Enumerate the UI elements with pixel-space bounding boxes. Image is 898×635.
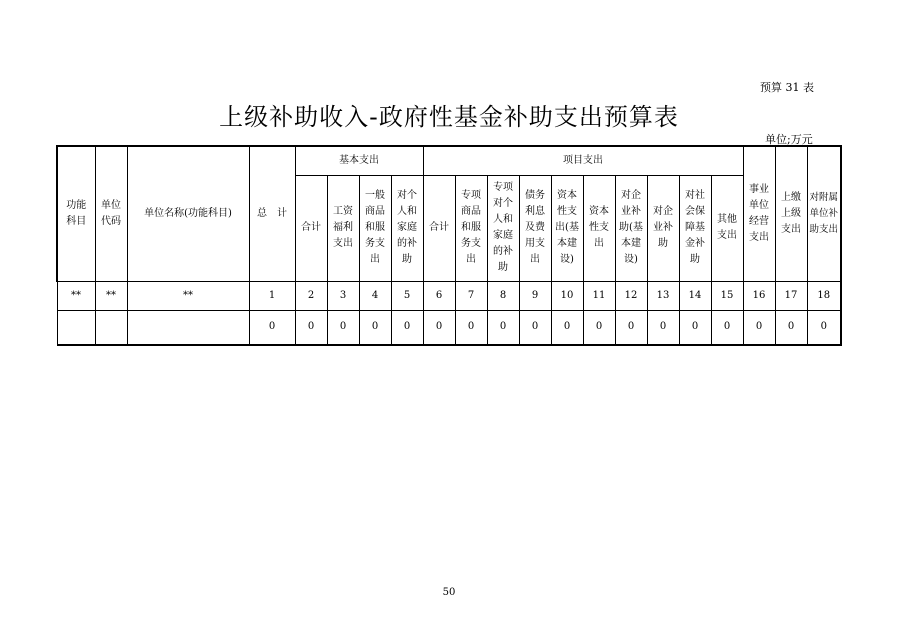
form-number: 预算 31 表 xyxy=(760,81,814,94)
index-cell: 5 xyxy=(391,281,423,310)
data-cell: 0 xyxy=(519,310,551,345)
data-row xyxy=(57,310,841,345)
data-cell: 0 xyxy=(807,310,841,345)
index-cell: 10 xyxy=(551,281,583,310)
header-project-col: 专项 商品 和服 务支 出 xyxy=(455,175,487,281)
header-project-col: 资本 性支 出(基 本建 设) xyxy=(551,175,583,281)
header-basic-col: 合计 xyxy=(295,175,327,281)
index-cell: 3 xyxy=(327,281,359,310)
data-cell: 0 xyxy=(359,310,391,345)
index-row xyxy=(57,281,841,310)
index-cell: 16 xyxy=(743,281,775,310)
data-cell: 0 xyxy=(295,310,327,345)
header-func-subject: 功能 科目 xyxy=(57,146,95,281)
index-cell: 4 xyxy=(359,281,391,310)
index-cell: 6 xyxy=(423,281,455,310)
header-project-col: 对社 会保 障基 金补 助 xyxy=(679,175,711,281)
header-basic-col: 对个 人和 家庭 的补 助 xyxy=(391,175,423,281)
index-cell: 7 xyxy=(455,281,487,310)
data-cell: 0 xyxy=(775,310,807,345)
header-project-col: 专项 对个 人和 家庭 的补 助 xyxy=(487,175,519,281)
index-cell: 12 xyxy=(615,281,647,310)
data-cell: 0 xyxy=(551,310,583,345)
header-project-col: 资本 性支 出 xyxy=(583,175,615,281)
index-cell: 2 xyxy=(295,281,327,310)
index-cell: ** xyxy=(57,281,95,310)
data-cell xyxy=(127,310,249,345)
header-upper-pay: 上缴 上级 支出 xyxy=(775,146,807,281)
index-cell: ** xyxy=(127,281,249,310)
page-number: 50 xyxy=(442,587,456,598)
data-cell: 0 xyxy=(583,310,615,345)
index-cell: 9 xyxy=(519,281,551,310)
header-project-col: 债务 利息 及费 用支 出 xyxy=(519,175,551,281)
header-project-col: 合计 xyxy=(423,175,455,281)
data-cell: 0 xyxy=(647,310,679,345)
index-cell: 13 xyxy=(647,281,679,310)
header-project-col: 对企 业补 助(基 本建 设) xyxy=(615,175,647,281)
page-title: 上级补助收入-政府性基金补助支出预算表 xyxy=(219,103,679,131)
header-basic-group: 基本支出 xyxy=(295,146,423,175)
data-cell: 0 xyxy=(327,310,359,345)
data-cell: 0 xyxy=(249,310,295,345)
index-cell: 15 xyxy=(711,281,743,310)
data-cell: 0 xyxy=(743,310,775,345)
header-unit-code: 单位 代码 xyxy=(95,146,127,281)
header-unit-name: 单位名称(功能科目) xyxy=(127,146,249,281)
budget-table xyxy=(56,145,842,346)
data-cell: 0 xyxy=(391,310,423,345)
data-cell xyxy=(57,310,95,345)
header-basic-col: 一般 商品 和服 务支 出 xyxy=(359,175,391,281)
data-cell: 0 xyxy=(679,310,711,345)
data-cell: 0 xyxy=(423,310,455,345)
index-cell: ** xyxy=(95,281,127,310)
index-cell: 11 xyxy=(583,281,615,310)
header-basic-col: 工资 福利 支出 xyxy=(327,175,359,281)
data-cell: 0 xyxy=(487,310,519,345)
header-enterprise: 事业 单位 经营 支出 xyxy=(743,146,775,281)
index-cell: 1 xyxy=(249,281,295,310)
index-cell: 8 xyxy=(487,281,519,310)
header-project-group: 项目支出 xyxy=(423,146,743,175)
header-project-col: 对企 业补 助 xyxy=(647,175,679,281)
header-affiliated: 对附属 单位补 助支出 xyxy=(807,146,841,281)
data-cell: 0 xyxy=(711,310,743,345)
index-cell: 14 xyxy=(679,281,711,310)
index-cell: 18 xyxy=(807,281,841,310)
header-project-col: 其他 支出 xyxy=(711,175,743,281)
header-total: 总 计 xyxy=(249,146,295,281)
data-cell xyxy=(95,310,127,345)
index-cell: 17 xyxy=(775,281,807,310)
data-cell: 0 xyxy=(455,310,487,345)
unit-label: 单位;万元 xyxy=(765,133,813,146)
data-cell: 0 xyxy=(615,310,647,345)
